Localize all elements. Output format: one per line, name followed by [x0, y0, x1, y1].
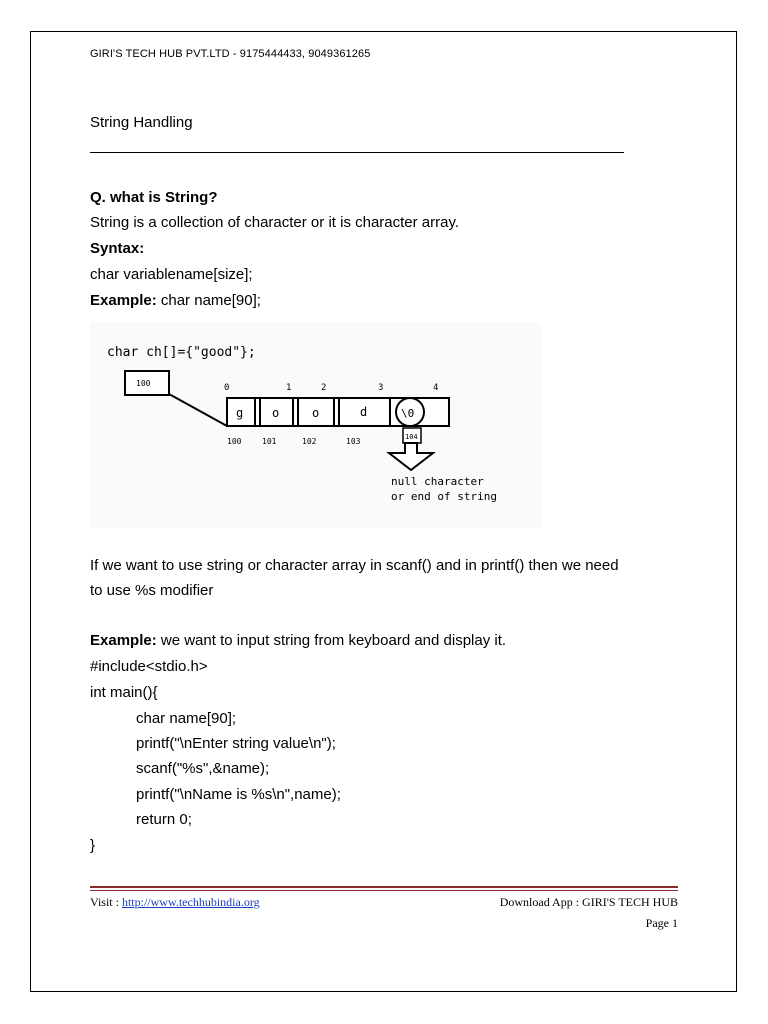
paragraph-line2: to use %s modifier	[90, 582, 214, 599]
footer-website-link[interactable]: http://www.techhubindia.org	[121, 895, 260, 909]
code-line: int main(){	[90, 684, 158, 701]
footer-visit-label: Visit :	[90, 895, 119, 909]
index-1: 1	[286, 383, 292, 393]
example2-label: Example:	[90, 632, 157, 649]
footer-visit	[90, 895, 260, 910]
address-4: 104	[405, 433, 418, 441]
null-note-line2: or end of string	[391, 490, 497, 503]
example-text: char name[90];	[160, 292, 261, 309]
null-note-line1: null character	[391, 475, 484, 488]
code-line: char name[90];	[136, 710, 237, 727]
definition-text: String is a collection of character or it is character array.	[90, 214, 460, 231]
page-title: String Handling	[90, 114, 193, 131]
syntax-label: Syntax:	[90, 240, 145, 257]
address-2: 102	[302, 437, 317, 446]
code-line: printf("\nEnter string value\n");	[136, 735, 336, 752]
paragraph-line1: If we want to use string or character array in scanf() and in printf() then we need	[90, 557, 619, 574]
example2-line	[90, 632, 506, 649]
example-label: Example:	[90, 292, 157, 309]
code-line: #include<stdio.h>	[90, 658, 208, 675]
example2-text: we want to input string from keyboard and display it.	[160, 632, 507, 649]
string-memory-diagram	[90, 322, 541, 528]
index-0: 0	[224, 383, 230, 393]
page-header: GIRI'S TECH HUB PVT.LTD - 9175444433, 9049361265	[90, 48, 371, 60]
page-number: Page 1	[645, 916, 678, 930]
footer-rule	[90, 886, 678, 888]
address-1: 101	[262, 437, 277, 446]
code-line: return 0;	[136, 811, 192, 828]
syntax-text: char variablename[size];	[90, 266, 253, 283]
code-line: printf("\nName is %s\n",name);	[136, 786, 341, 803]
address-3: 103	[346, 437, 361, 446]
char-2: o	[312, 406, 320, 420]
code-line: scanf("%s",&name);	[136, 760, 270, 777]
char-4: \0	[401, 407, 415, 420]
pointer-arrow-line	[169, 394, 227, 426]
down-arrow-icon	[389, 443, 433, 470]
index-3: 3	[378, 383, 384, 393]
char-0: g	[236, 406, 244, 420]
footer-download: Download App : GIRI'S TECH HUB	[499, 895, 678, 909]
title-underline	[90, 152, 624, 153]
index-2: 2	[321, 383, 327, 393]
question-heading: Q. what is String?	[90, 189, 218, 206]
pointer-address: 100	[136, 379, 151, 388]
footer-rule-thin	[90, 890, 678, 891]
example-line	[90, 292, 261, 309]
diagram-declaration: char ch[]={"good"};	[107, 345, 256, 360]
char-1: o	[272, 406, 280, 420]
char-3: d	[360, 405, 368, 419]
address-0: 100	[227, 437, 242, 446]
code-line: }	[90, 837, 96, 854]
index-4: 4	[433, 383, 439, 393]
